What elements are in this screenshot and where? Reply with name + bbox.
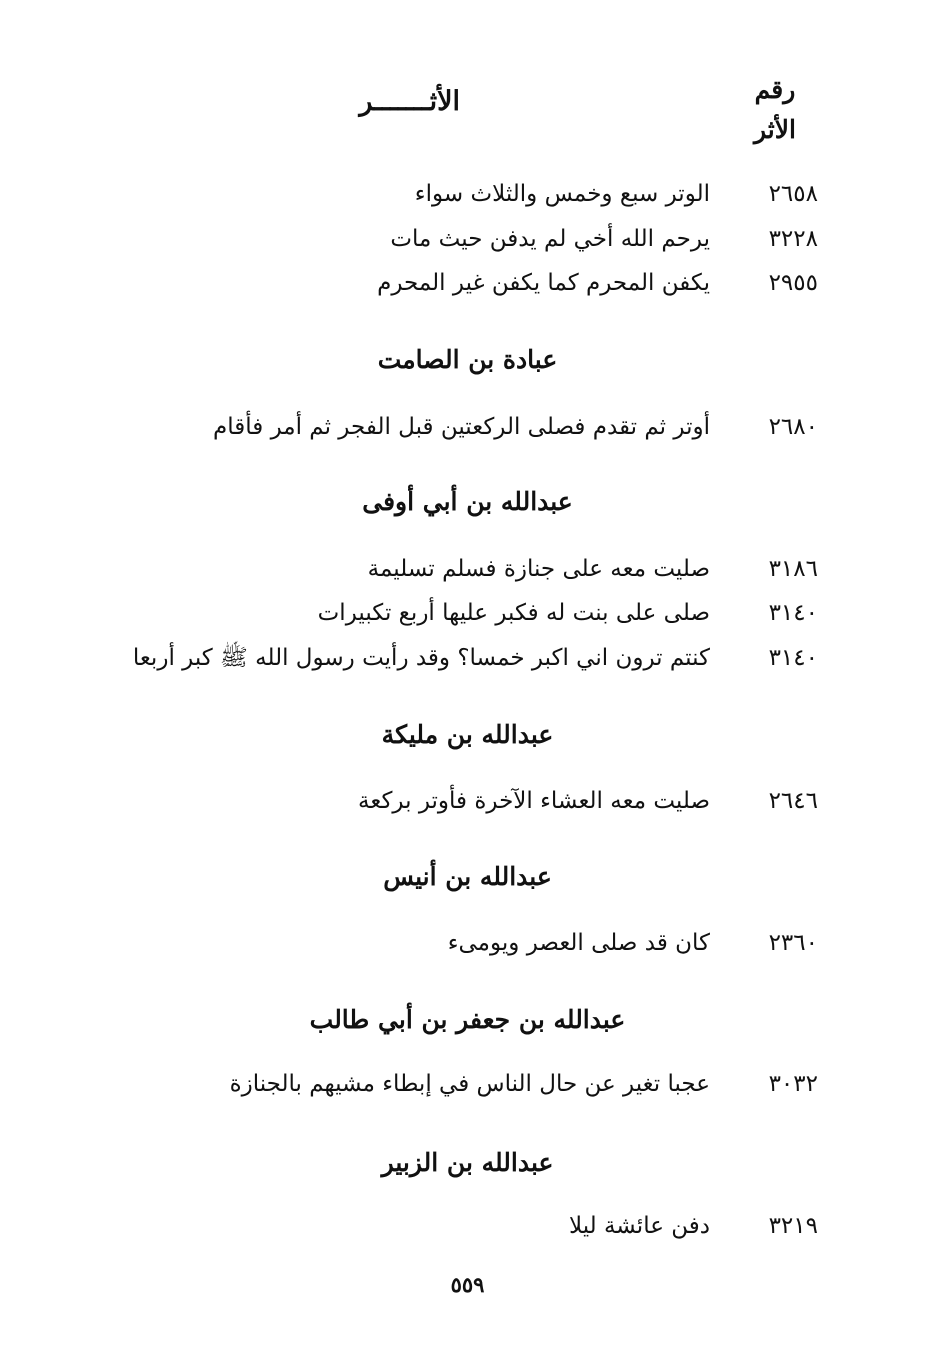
page-number: ٥٥٩ bbox=[450, 1272, 485, 1297]
item-number: ٣١٨٦ bbox=[768, 556, 818, 582]
item-text: يكفن المحرم كما يكفن غير المحرم bbox=[377, 270, 710, 296]
item-text: صليت معه على جنازة فسلم تسليمة bbox=[367, 556, 710, 582]
section-heading: عبدالله بن أبي أوفى bbox=[362, 487, 573, 516]
number-header-line1: رقم bbox=[754, 75, 796, 104]
section-heading: عبدالله بن مليكة bbox=[381, 720, 554, 749]
item-text: دفن عائشة ليلا bbox=[568, 1213, 710, 1239]
item-number: ٢٣٦٠ bbox=[768, 930, 818, 956]
item-number: ٣٢١٩ bbox=[768, 1213, 818, 1239]
list-item bbox=[0, 1209, 950, 1243]
item-text: كنتم ترون اني اكبر خمسا؟ وقد رأيت رسول الله ﷺ كبر أربعا bbox=[132, 645, 710, 671]
list-item bbox=[0, 784, 950, 818]
list-item bbox=[0, 177, 950, 211]
item-text: عجبا تغير عن حال الناس في إبطاء مشيهم بالجنازة bbox=[229, 1071, 710, 1097]
section-heading: عبدالله بن جعفر بن أبي طالب bbox=[309, 1005, 626, 1034]
item-text: يرحم الله أخي لم يدفن حيث مات bbox=[390, 226, 710, 252]
list-item bbox=[0, 596, 950, 630]
item-number: ٣١٤٠ bbox=[768, 600, 818, 626]
section-heading: عبدالله بن الزبير bbox=[381, 1148, 554, 1177]
list-item bbox=[0, 266, 950, 300]
list-item bbox=[0, 410, 950, 444]
item-number: ٣١٤٠ bbox=[768, 645, 818, 671]
number-column-header bbox=[740, 70, 810, 150]
list-item bbox=[0, 552, 950, 586]
number-header-line2: الأثر bbox=[754, 115, 796, 144]
section-heading: عبادة بن الصامت bbox=[377, 345, 558, 374]
item-number: ٣٠٣٢ bbox=[768, 1071, 818, 1097]
item-text: الوتر سبع وخمس والثلاث سواء bbox=[414, 181, 710, 207]
item-text: أوتر ثم تقدم فصلى الركعتين قبل الفجر ثم أمر فأقام bbox=[213, 414, 710, 440]
item-number: ٢٦٥٨ bbox=[768, 181, 818, 207]
item-number: ٢٩٥٥ bbox=[768, 270, 818, 296]
item-number: ٣٢٢٨ bbox=[768, 226, 818, 252]
item-number: ٢٦٤٦ bbox=[768, 788, 818, 814]
item-text: صلى على بنت له فكبر عليها أربع تكبيرات bbox=[317, 600, 710, 626]
list-item bbox=[0, 641, 950, 675]
section-heading: عبدالله بن أنيس bbox=[383, 862, 552, 891]
item-text: كان قد صلى العصر ويومىء bbox=[447, 930, 710, 956]
list-item bbox=[0, 1067, 950, 1101]
item-number: ٢٦٨٠ bbox=[768, 414, 818, 440]
item-text: صليت معه العشاء الآخرة فأوتر بركعة bbox=[358, 788, 710, 814]
list-item bbox=[0, 222, 950, 256]
athar-column-header: الأثـــــــر bbox=[359, 86, 460, 117]
list-item bbox=[0, 926, 950, 960]
